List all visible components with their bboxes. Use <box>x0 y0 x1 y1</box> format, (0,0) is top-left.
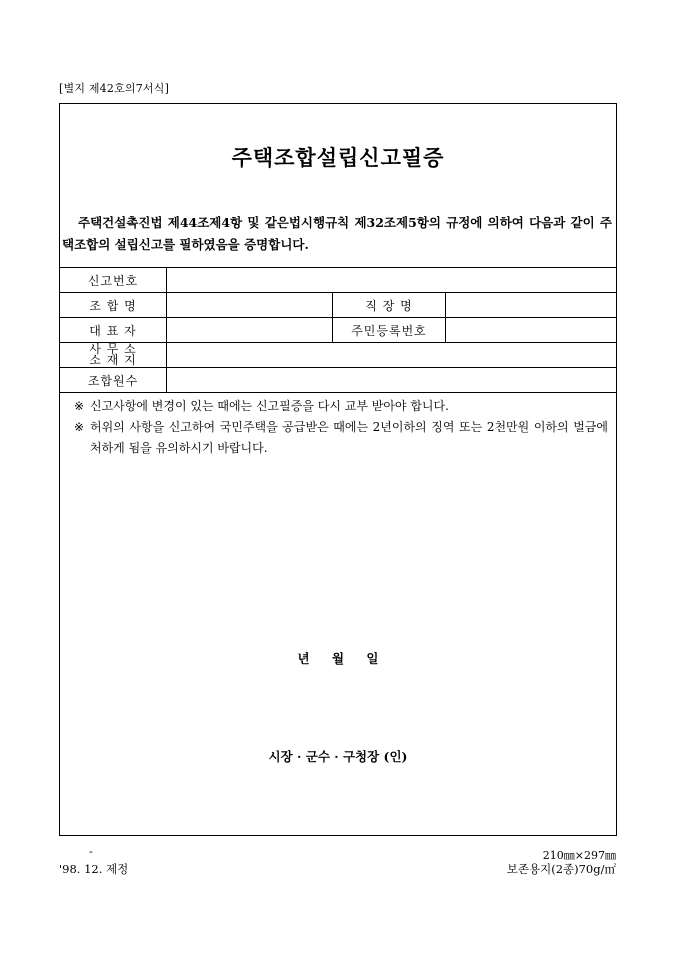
union-name-label: 조 합 명 <box>60 293 167 318</box>
table-row <box>60 318 617 343</box>
info-table <box>59 267 617 393</box>
reference-mark: ※ <box>74 420 85 434</box>
footer-dash: - <box>89 845 93 858</box>
notes <box>74 396 608 459</box>
workplace-name-label: 직 장 명 <box>333 293 446 318</box>
reference-mark: ※ <box>74 399 85 413</box>
resident-no-label: 주민등록번호 <box>333 318 446 343</box>
certificate-frame <box>59 103 617 836</box>
table-row <box>60 343 617 368</box>
issuing-authority: 시장 · 군수 · 구청장 (인) <box>268 749 408 764</box>
note-item <box>74 417 608 459</box>
union-name-value[interactable] <box>167 293 333 318</box>
intro-paragraph: 주택건설촉진법 제44조제4항 및 같은법시행규칙 제32조제5항의 규정에 의하여 다음과 같이 주택조합의 설립신고를 필하였음을 증명합니다. <box>62 215 612 252</box>
note-text: 신고사항에 변경이 있는 때에는 신고필증을 다시 교부 받아야 합니다. <box>90 399 449 413</box>
workplace-name-value[interactable] <box>446 293 617 318</box>
report-no-value[interactable] <box>167 268 617 293</box>
table-row <box>60 368 617 393</box>
representative-value[interactable] <box>167 318 333 343</box>
footer-enacted: '98. 12. 제정 <box>59 862 129 876</box>
office-label-line1: 사 무 소 <box>89 342 137 356</box>
member-count-value[interactable] <box>167 368 617 393</box>
form-reference: [별지 제42호의7서식] <box>59 82 170 95</box>
report-no-label: 신고번호 <box>60 268 167 293</box>
footer-paper-type: 보존용지(2종)70g/㎡ <box>506 862 616 876</box>
member-count-label: 조합원수 <box>60 368 167 393</box>
footer-paper-size: 210㎜×297㎜ <box>542 849 616 862</box>
note-item <box>74 396 608 417</box>
table-row <box>60 268 617 293</box>
office-address-value[interactable] <box>167 343 617 368</box>
representative-label: 대 표 자 <box>60 318 167 343</box>
office-address-label <box>60 343 167 368</box>
table-row <box>60 293 617 318</box>
date-line: 년 월 일 <box>297 651 379 666</box>
note-text: 허위의 사항을 신고하여 국민주택을 공급받은 때에는 2년이하의 징역 또는 2천만원 이하의 벌금에 처하게 됨을 유의하시기 바랍니다. <box>90 420 608 455</box>
office-label-line2: 소 재 지 <box>89 353 137 367</box>
document-title: 주택조합설립신고필증 <box>231 145 445 170</box>
resident-no-value[interactable] <box>446 318 617 343</box>
